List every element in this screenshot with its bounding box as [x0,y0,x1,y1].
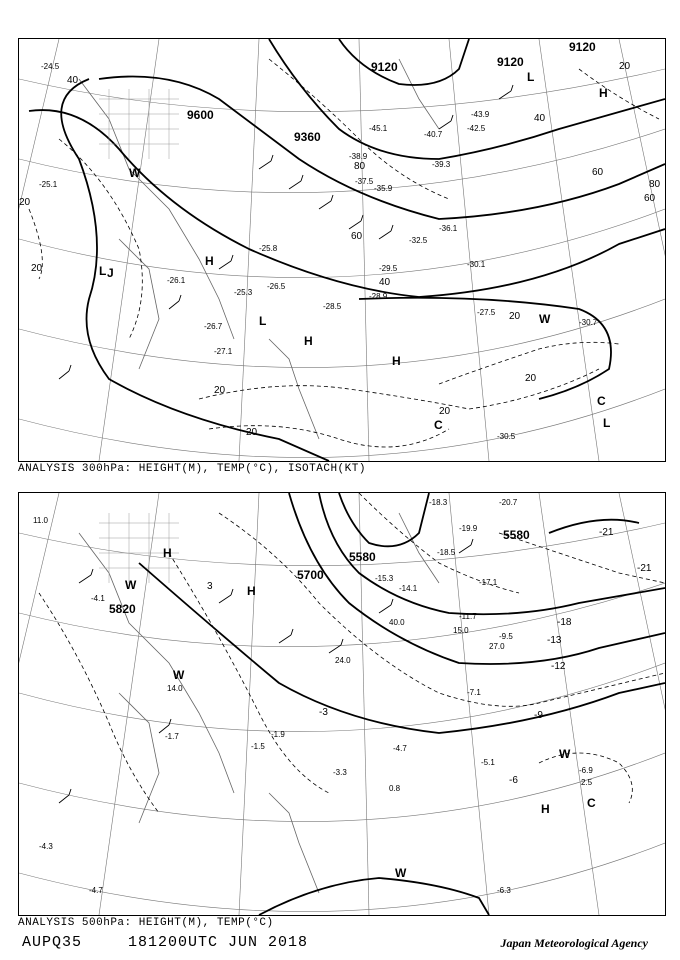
temperature-value: -42.5 [467,124,486,133]
temperature-value: -32.5 [409,236,428,245]
height-label: 5820 [109,602,136,616]
temperature-value: -36.1 [439,224,458,233]
temperature-value: -43.9 [471,110,490,119]
warm-code: W [539,312,551,326]
isotach-label: 20 [19,197,31,208]
temperature-value: -38.9 [349,152,368,161]
agency-name: Japan Meteorological Agency [500,936,648,950]
isotach-label: 20 [31,263,43,274]
temperature-value: -25.8 [259,244,278,253]
height-label: 9120 [371,60,398,74]
isotach-label: 40 [67,75,79,86]
low-pressure-center: L [259,314,267,328]
temperature-value: -1.5 [251,742,265,751]
temperature-value: -27.5 [477,308,496,317]
isotach-label: 20 [214,385,226,396]
cold-code: C [587,796,596,810]
temperature-value: 27.0 [489,642,505,651]
temperature-value: 14.0 [167,684,183,693]
isotherm-label: -12 [551,661,566,672]
temperature-value: -7.1 [467,688,481,697]
temperature-value: 2.5 [581,778,593,787]
isotach-label: 60 [351,231,363,242]
high-pressure-center: H [163,546,172,560]
caption-500hpa: ANALYSIS 500hPa: HEIGHT(M), TEMP(°C) [18,917,274,929]
temperature-value: -24.5 [41,62,60,71]
height-label: 5700 [297,568,324,582]
isotach-label: 20 [439,406,451,417]
temperature-value: -11.7 [459,612,477,621]
height-contours [29,39,665,461]
isotach-label: 40 [534,113,546,124]
temperature-value: -20.7 [499,498,518,507]
valid-time: 181200UTC JUN 2018 [128,934,309,951]
product-id: AUPQ35 [22,934,83,951]
temperature-value: -4.7 [393,744,407,753]
temperature-value: -28.5 [323,302,342,311]
coastlines [79,513,439,893]
height-label: 5580 [503,528,530,542]
high-pressure-center: H [392,354,401,368]
temperature-value: 15.0 [453,626,469,635]
temperature-value: -37.5 [355,177,374,186]
isotach-label: 20 [619,61,631,72]
isotach-label: 20 [246,427,258,438]
warm-code: W [125,578,137,592]
isotherm-lines [39,493,665,813]
isotherm-label: -6 [509,775,518,786]
warm-code: W [173,668,185,682]
temperature-value: -45.1 [369,124,388,133]
isotach-label: 60 [644,193,656,204]
temperature-value: -4.1 [91,594,105,603]
chart-500hpa-canvas [19,493,665,915]
isotach-label: 80 [649,179,661,190]
isotherm-label: -9 [534,710,543,721]
isotach-label: 40 [379,277,391,288]
high-pressure-center: H [205,254,214,268]
isotherm-label: -21 [637,563,652,574]
temperature-value: -6.3 [497,886,511,895]
temperature-value: -15.3 [375,574,394,583]
temperature-value: -35.9 [374,184,393,193]
temperature-value: 24.0 [335,656,351,665]
height-contours [139,493,665,915]
temperature-value: -4.3 [39,842,53,851]
temperature-value: 11.0 [33,516,48,525]
isotherm-label: -21 [599,527,614,538]
temperature-value: -19.9 [459,524,478,533]
high-pressure-center: H [247,584,256,598]
temperature-value: -27.1 [214,347,233,356]
caption-300hpa: ANALYSIS 300hPa: HEIGHT(M), TEMP(°C), ISOTACH(KT) [18,463,366,475]
low-pressure-center: L [603,416,611,430]
temperature-value: -3.3 [333,768,347,777]
isotach-lines [29,59,659,447]
height-label: 9600 [187,108,214,122]
chart-300hpa [18,38,666,462]
temperature-value: -26.7 [204,322,223,331]
temperature-value: -1.7 [165,732,179,741]
warm-code: W [395,866,407,880]
isotach-label: 80 [354,161,366,172]
height-label: 9360 [294,130,321,144]
temperature-value: -29.5 [379,264,398,273]
temp-code: J [107,266,114,280]
temperature-value: -26.5 [267,282,286,291]
temperature-value: -5.1 [481,758,495,767]
height-label: 9120 [569,40,596,54]
cold-code: C [434,418,443,432]
temperature-value: -30.7 [579,318,598,327]
isotach-label: 20 [509,311,521,322]
chart-500hpa [18,492,666,916]
temperature-value: 40.0 [389,618,405,627]
warm-code: W [559,747,571,761]
isotach-label: 60 [592,167,604,178]
temperature-value: -30.5 [497,432,516,441]
chart-300hpa-canvas [19,39,665,461]
high-pressure-center: H [541,802,550,816]
temperature-value: -4.7 [89,886,103,895]
temperature-value: -18.5 [437,548,456,557]
isotherm-label: -3 [319,707,328,718]
isotherm-label: 3 [207,581,213,592]
temperature-value: -18.3 [429,498,448,507]
high-pressure-center: H [599,86,608,100]
isotach-label: 20 [525,373,537,384]
temperature-value: -30.1 [467,260,486,269]
temperature-value: -25.3 [234,288,253,297]
isotherm-label: -18 [557,617,572,628]
temperature-value: -1.9 [271,730,285,739]
height-label: 9120 [497,55,524,69]
height-label: 5580 [349,550,376,564]
temperature-value: 0.8 [389,784,401,793]
temperature-value: -40.7 [424,130,443,139]
temperature-value: -17.1 [479,578,498,587]
low-pressure-center: L [527,70,535,84]
temperature-value: -25.1 [39,180,58,189]
temperature-value: -14.1 [399,584,418,593]
graticule [19,39,665,461]
cold-code: C [597,394,606,408]
temperature-value: -28.9 [369,292,388,301]
temperature-value: -26.1 [167,276,186,285]
temperature-value: -9.5 [499,632,513,641]
low-pressure-center: L [99,264,107,278]
high-pressure-center: H [304,334,313,348]
temperature-value: -39.3 [432,160,451,169]
warm-code: W [129,166,141,180]
isotherm-label: -13 [547,635,562,646]
temperature-value: -6.9 [579,766,593,775]
